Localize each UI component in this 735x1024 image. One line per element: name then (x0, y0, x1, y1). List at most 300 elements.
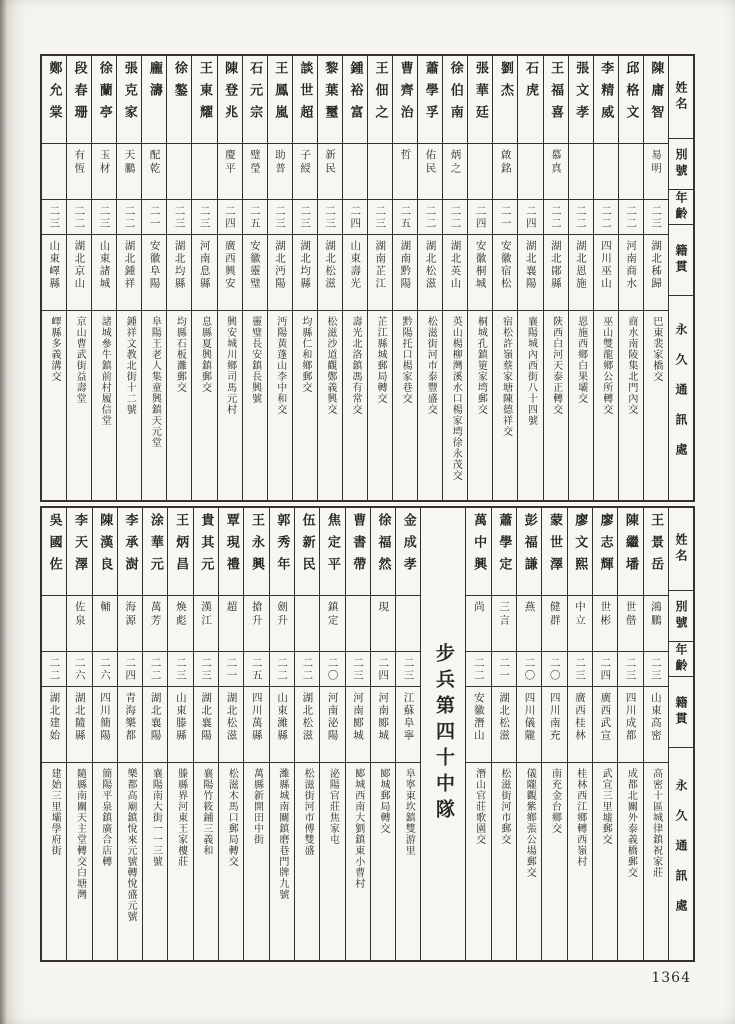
header-address-cell (669, 296, 693, 500)
native-cell (219, 687, 243, 763)
person-age: 二四 (377, 656, 390, 682)
person-column (143, 508, 168, 960)
person-name: 吳國佐 (46, 513, 62, 579)
person-name: 陳庸智 (648, 61, 664, 127)
person-alias: 玉材 (98, 149, 111, 176)
person-address: 松滋沙道觀鄭義興交 (324, 316, 336, 415)
alias-cell (67, 596, 91, 652)
person-column (619, 56, 644, 500)
age-cell (320, 652, 344, 687)
person-name: 張華廷 (472, 61, 488, 127)
person-native-place: 安徽桐城 (474, 240, 487, 290)
name-cell (167, 56, 191, 144)
age-cell (243, 200, 267, 235)
person-alias: 助普 (273, 149, 286, 176)
person-alias: 海源 (124, 601, 137, 628)
person-alias: 搶升 (250, 601, 263, 628)
person-address: 樂都高廟鎮悅來元號轉悅盛元號 (125, 768, 137, 922)
person-age: 二一 (499, 204, 512, 230)
address-cell (492, 763, 516, 960)
native-cell (167, 235, 191, 311)
person-age: 二三 (48, 204, 61, 230)
person-native-place: 四川簡陽 (98, 692, 111, 742)
person-alias: 易明 (650, 149, 663, 176)
age-cell (396, 652, 420, 687)
person-native-place: 山東濰縣 (276, 692, 289, 742)
address-cell (518, 311, 542, 500)
name-cell (443, 56, 467, 144)
name-cell (619, 56, 643, 144)
address-cell (644, 763, 668, 960)
address-cell (320, 763, 344, 960)
person-name: 萬中興 (471, 513, 487, 579)
person-column (67, 508, 92, 960)
address-cell (168, 763, 192, 960)
person-column (343, 56, 368, 500)
person-age: 二三 (624, 656, 637, 682)
name-cell (368, 56, 392, 144)
address-cell (396, 763, 420, 960)
person-name: 張克家 (121, 61, 137, 127)
native-cell (396, 687, 420, 763)
person-name: 王東耀 (197, 61, 212, 127)
address-cell (243, 311, 267, 500)
person-age: 二〇 (326, 656, 339, 682)
alias-cell (468, 144, 492, 200)
person-address: 南充金台鄉交 (549, 768, 561, 834)
age-cell (594, 200, 618, 235)
native-cell (594, 235, 618, 311)
name-cell (393, 56, 417, 144)
name-cell (118, 508, 142, 596)
person-column (194, 508, 219, 960)
person-address: 襄陽南大街一一三號 (150, 768, 162, 867)
age-cell (219, 652, 243, 687)
alias-cell (219, 596, 243, 652)
person-name: 李精威 (598, 61, 614, 127)
person-name: 陳漢良 (97, 513, 113, 579)
alias-cell (143, 596, 167, 652)
native-cell (42, 687, 66, 763)
person-native-place: 廣西興安 (223, 240, 236, 290)
person-alias: 現 (377, 601, 390, 615)
person-native-place: 河南郾城 (351, 692, 364, 742)
native-cell (93, 687, 117, 763)
address-cell (569, 311, 593, 500)
person-address: 京山曹武街益壽堂 (74, 316, 86, 404)
person-address: 興安城川鄉司馬元村 (224, 316, 236, 415)
person-age: 二二 (276, 656, 289, 682)
age-cell (492, 652, 516, 687)
native-cell (142, 235, 166, 311)
person-column (243, 56, 268, 500)
address-cell (118, 763, 142, 960)
person-column (244, 508, 269, 960)
native-cell (619, 235, 643, 311)
age-cell (318, 200, 342, 235)
person-native-place: 湖北襄陽 (524, 240, 537, 290)
alias-cell (443, 144, 467, 200)
person-name: 龐濤 (146, 61, 162, 105)
age-cell (517, 652, 541, 687)
age-cell (168, 652, 192, 687)
person-alias: 劍升 (276, 601, 289, 628)
person-age: 二四 (474, 204, 487, 230)
name-cell (268, 56, 292, 144)
person-name: 金成孝 (400, 513, 416, 579)
person-name: 焦定平 (324, 513, 340, 579)
person-address: 均縣仁和鄉郵交 (299, 316, 311, 393)
person-alias: 尚 (472, 601, 485, 615)
person-column (593, 508, 618, 960)
person-column (466, 508, 491, 960)
header-age-cell (669, 190, 693, 225)
name-cell (219, 508, 243, 596)
header-name-cell (669, 508, 693, 591)
address-cell (418, 311, 442, 500)
person-age: 二四 (223, 204, 236, 230)
alias-cell (492, 596, 516, 652)
person-alias: 健群 (548, 601, 561, 628)
person-alias: 天鵬 (123, 149, 136, 176)
person-age: 二三 (324, 204, 337, 230)
alias-cell (368, 144, 392, 200)
age-cell (443, 200, 467, 235)
person-column (368, 56, 393, 500)
name-cell (67, 56, 91, 144)
alias-cell (268, 144, 292, 200)
person-native-place: 湖北松滋 (225, 692, 238, 742)
person-alias: 輔 (98, 601, 111, 615)
age-cell (346, 652, 370, 687)
person-age: 二一 (148, 204, 161, 230)
person-native-place: 山東嶧縣 (48, 240, 61, 290)
header-alias-cell (669, 139, 693, 190)
alias-cell (194, 596, 218, 652)
person-address: 潛山官莊歌園交 (473, 768, 485, 845)
native-cell (343, 235, 367, 311)
address-cell (618, 763, 642, 960)
person-native-place: 湖北京山 (73, 240, 86, 290)
person-native-place: 四川儀隴 (523, 692, 536, 742)
name-cell (194, 508, 218, 596)
person-native-place: 湖北英山 (449, 240, 462, 290)
person-age: 二五 (250, 656, 263, 682)
header-address-label: 永久通訊處 (673, 779, 688, 929)
native-cell (92, 235, 116, 311)
age-cell (270, 652, 294, 687)
alias-cell (593, 596, 617, 652)
name-cell (42, 508, 66, 596)
native-cell (320, 687, 344, 763)
address-cell (468, 311, 492, 500)
native-cell (492, 687, 516, 763)
person-age: 二三 (374, 204, 387, 230)
person-address: 隨縣南關天主堂轉交白塘灣 (74, 768, 86, 900)
age-cell (368, 200, 392, 235)
person-address: 鍾祥文教北街十二號 (124, 316, 136, 415)
person-column (568, 508, 593, 960)
person-column (443, 56, 468, 500)
alias-cell (295, 596, 319, 652)
person-age: 二二 (600, 204, 612, 230)
address-cell (92, 311, 116, 500)
person-native-place: 四川成都 (624, 692, 637, 742)
age-cell (493, 200, 517, 235)
native-cell (268, 235, 292, 311)
person-address: 松滋街河市傅雙盛 (302, 768, 314, 856)
native-cell (368, 235, 392, 311)
name-cell (542, 508, 566, 596)
alias-cell (346, 596, 370, 652)
header-native-cell (669, 677, 693, 748)
name-cell (517, 508, 541, 596)
person-name: 蕭學定 (496, 513, 512, 579)
person-alias: 璧瑩 (248, 149, 261, 176)
address-cell (318, 311, 342, 500)
person-alias: 哲 (399, 149, 412, 163)
alias-cell (320, 596, 344, 652)
native-cell (593, 687, 617, 763)
person-address: 郾城西南大劉鎮東小曹村 (352, 768, 364, 889)
person-alias: 三言 (498, 601, 511, 628)
alias-cell (92, 144, 116, 200)
name-cell (466, 508, 490, 596)
person-name: 郭秀年 (274, 513, 290, 579)
person-name: 張文孝 (573, 61, 589, 127)
person-column (92, 56, 117, 500)
address-cell (393, 311, 417, 500)
person-name: 徐鏊 (171, 61, 187, 105)
person-name: 蕭學孚 (422, 61, 438, 127)
name-cell (270, 508, 294, 596)
alias-cell (396, 596, 420, 652)
name-cell (594, 56, 618, 144)
person-name: 王鳳嵐 (272, 61, 288, 127)
name-cell (218, 56, 242, 144)
person-column (192, 56, 217, 500)
alias-cell (218, 144, 242, 200)
person-age: 二三 (174, 656, 187, 682)
person-address: 英山楊柳灣溪水口楊家塆徐永茂交 (450, 316, 462, 481)
alias-cell (167, 144, 191, 200)
person-address: 簡陽平泉鎮廣合店轉 (99, 768, 111, 867)
person-native-place: 青海樂都 (124, 692, 137, 742)
person-native-place: 河南泌陽 (326, 692, 339, 742)
person-address: 黔陽托口楊家巷交 (400, 316, 412, 404)
age-cell (393, 200, 417, 235)
person-native-place: 湖南黔陽 (399, 240, 412, 290)
native-cell (42, 235, 66, 311)
person-native-place: 湖北松滋 (498, 692, 511, 742)
person-age: 二六 (98, 656, 111, 682)
person-name: 劉杰 (497, 61, 513, 105)
age-cell (618, 652, 642, 687)
person-address: 建始三里壩學府街 (49, 768, 61, 856)
person-address: 松滋街河市郵交 (498, 768, 510, 845)
native-cell (67, 235, 91, 311)
alias-cell (93, 596, 117, 652)
age-cell (593, 652, 617, 687)
person-address: 襄陽城內西街八十四號 (525, 316, 537, 426)
age-cell (544, 200, 568, 235)
alias-cell (594, 144, 618, 200)
person-age: 二一 (225, 656, 238, 682)
person-alias: 佑民 (424, 149, 437, 176)
header-native-label: 籍貫 (673, 244, 688, 276)
person-name: 談世超 (297, 61, 313, 127)
age-cell (418, 200, 442, 235)
person-age: 二二 (574, 204, 587, 230)
native-cell (618, 687, 642, 763)
person-name: 廖文熙 (572, 513, 588, 579)
address-cell (270, 763, 294, 960)
person-address: 桂林西江鄉轉西嶺村 (574, 768, 586, 867)
name-cell (142, 56, 166, 144)
alias-cell (67, 144, 91, 200)
header-age-label: 年齡 (673, 643, 688, 675)
person-alias: 鴻鵬 (649, 601, 662, 628)
age-cell (92, 200, 116, 235)
person-age: 二三 (351, 656, 364, 682)
native-cell (270, 687, 294, 763)
person-name: 李承澍 (122, 513, 138, 579)
person-name: 王炳昌 (173, 513, 189, 579)
person-address: 靈璧長安鎮長興號 (249, 316, 261, 404)
unit-title: 步兵第四十中隊 (432, 643, 455, 825)
age-cell (466, 652, 490, 687)
person-age: 二三 (198, 204, 211, 230)
person-name: 陳繼墦 (622, 513, 638, 579)
alias-cell (518, 144, 542, 200)
native-cell (569, 235, 593, 311)
age-cell (542, 652, 566, 687)
alias-cell (544, 144, 568, 200)
native-cell (644, 687, 668, 763)
address-cell (644, 311, 668, 500)
person-age: 二一 (498, 656, 511, 682)
person-age: 二三 (650, 204, 663, 230)
name-cell (295, 508, 319, 596)
person-address: 芷江縣城郵局轉交 (375, 316, 387, 404)
header-column (669, 508, 693, 960)
address-cell (143, 763, 167, 960)
person-name: 蒙世澤 (546, 513, 562, 579)
name-cell (243, 56, 267, 144)
name-cell (293, 56, 317, 144)
person-address: 阜寧東坎鎮雙游里 (403, 768, 415, 856)
person-address: 宿松許嶺蔡家塘陳德祥交 (500, 316, 512, 437)
address-cell (67, 311, 91, 500)
age-cell (268, 200, 292, 235)
person-alias: 中立 (574, 601, 587, 628)
address-cell (466, 763, 490, 960)
address-cell (371, 763, 395, 960)
person-native-place: 湖北松滋 (324, 240, 337, 290)
name-cell (318, 56, 342, 144)
header-name-cell (669, 56, 693, 139)
native-cell (192, 235, 216, 311)
person-name: 鍾裕富 (347, 61, 363, 127)
alias-cell (644, 144, 668, 200)
person-address: 襄陽竹筱鋪三義和 (200, 768, 212, 856)
alias-cell (371, 596, 395, 652)
age-cell (192, 200, 216, 235)
alias-cell (644, 596, 668, 652)
alias-cell (619, 144, 643, 200)
age-cell (167, 200, 191, 235)
address-cell (42, 311, 66, 500)
native-cell (418, 235, 442, 311)
address-cell (244, 763, 268, 960)
age-cell (143, 652, 167, 687)
age-cell (293, 200, 317, 235)
person-age: 二五 (248, 204, 261, 230)
age-cell (468, 200, 492, 235)
address-cell (117, 311, 141, 500)
person-age: 二三 (173, 204, 186, 230)
name-cell (168, 508, 192, 596)
header-age-cell (669, 642, 693, 677)
person-native-place: 河南郾城 (377, 692, 390, 742)
native-cell (218, 235, 242, 311)
native-cell (518, 235, 542, 311)
native-cell (67, 687, 91, 763)
alias-cell (466, 596, 490, 652)
person-alias: 燕 (523, 601, 536, 615)
person-column (644, 56, 669, 500)
person-name: 彭福謙 (521, 513, 537, 579)
age-cell (42, 652, 66, 687)
person-name: 徐蘭亭 (96, 61, 112, 127)
person-address: 松滋木馬口郵局轉交 (226, 768, 238, 867)
name-cell (92, 56, 116, 144)
person-native-place: 四川巫山 (600, 240, 612, 290)
alias-cell (117, 144, 141, 200)
native-cell (568, 687, 592, 763)
age-cell (569, 200, 593, 235)
person-alias: 慶平 (223, 149, 236, 176)
name-cell (644, 508, 668, 596)
alias-cell (270, 596, 294, 652)
person-column (517, 508, 542, 960)
person-native-place: 湖南芷江 (374, 240, 387, 290)
person-native-place: 四川南充 (548, 692, 561, 742)
person-name: 李天澤 (71, 513, 87, 579)
address-cell (517, 763, 541, 960)
person-age: 二〇 (548, 656, 561, 682)
age-cell (93, 652, 117, 687)
address-cell (268, 311, 292, 500)
person-native-place: 廣西武宣 (599, 692, 612, 742)
person-alias: 萬芳 (149, 601, 162, 628)
person-age: 二〇 (523, 656, 536, 682)
native-cell (244, 687, 268, 763)
person-column (117, 56, 142, 500)
age-cell (644, 652, 668, 687)
person-age: 二二 (149, 656, 162, 682)
person-alias: 佐泉 (73, 601, 86, 628)
person-name: 貴其元 (198, 513, 214, 579)
address-cell (593, 763, 617, 960)
name-cell (418, 56, 442, 144)
person-native-place: 湖北建始 (48, 692, 61, 742)
header-alias-cell (669, 591, 693, 642)
person-native-place: 湖北鄖縣 (549, 240, 562, 290)
person-column (320, 508, 345, 960)
person-name: 王福喜 (548, 61, 564, 127)
person-age: 二三 (299, 204, 312, 230)
